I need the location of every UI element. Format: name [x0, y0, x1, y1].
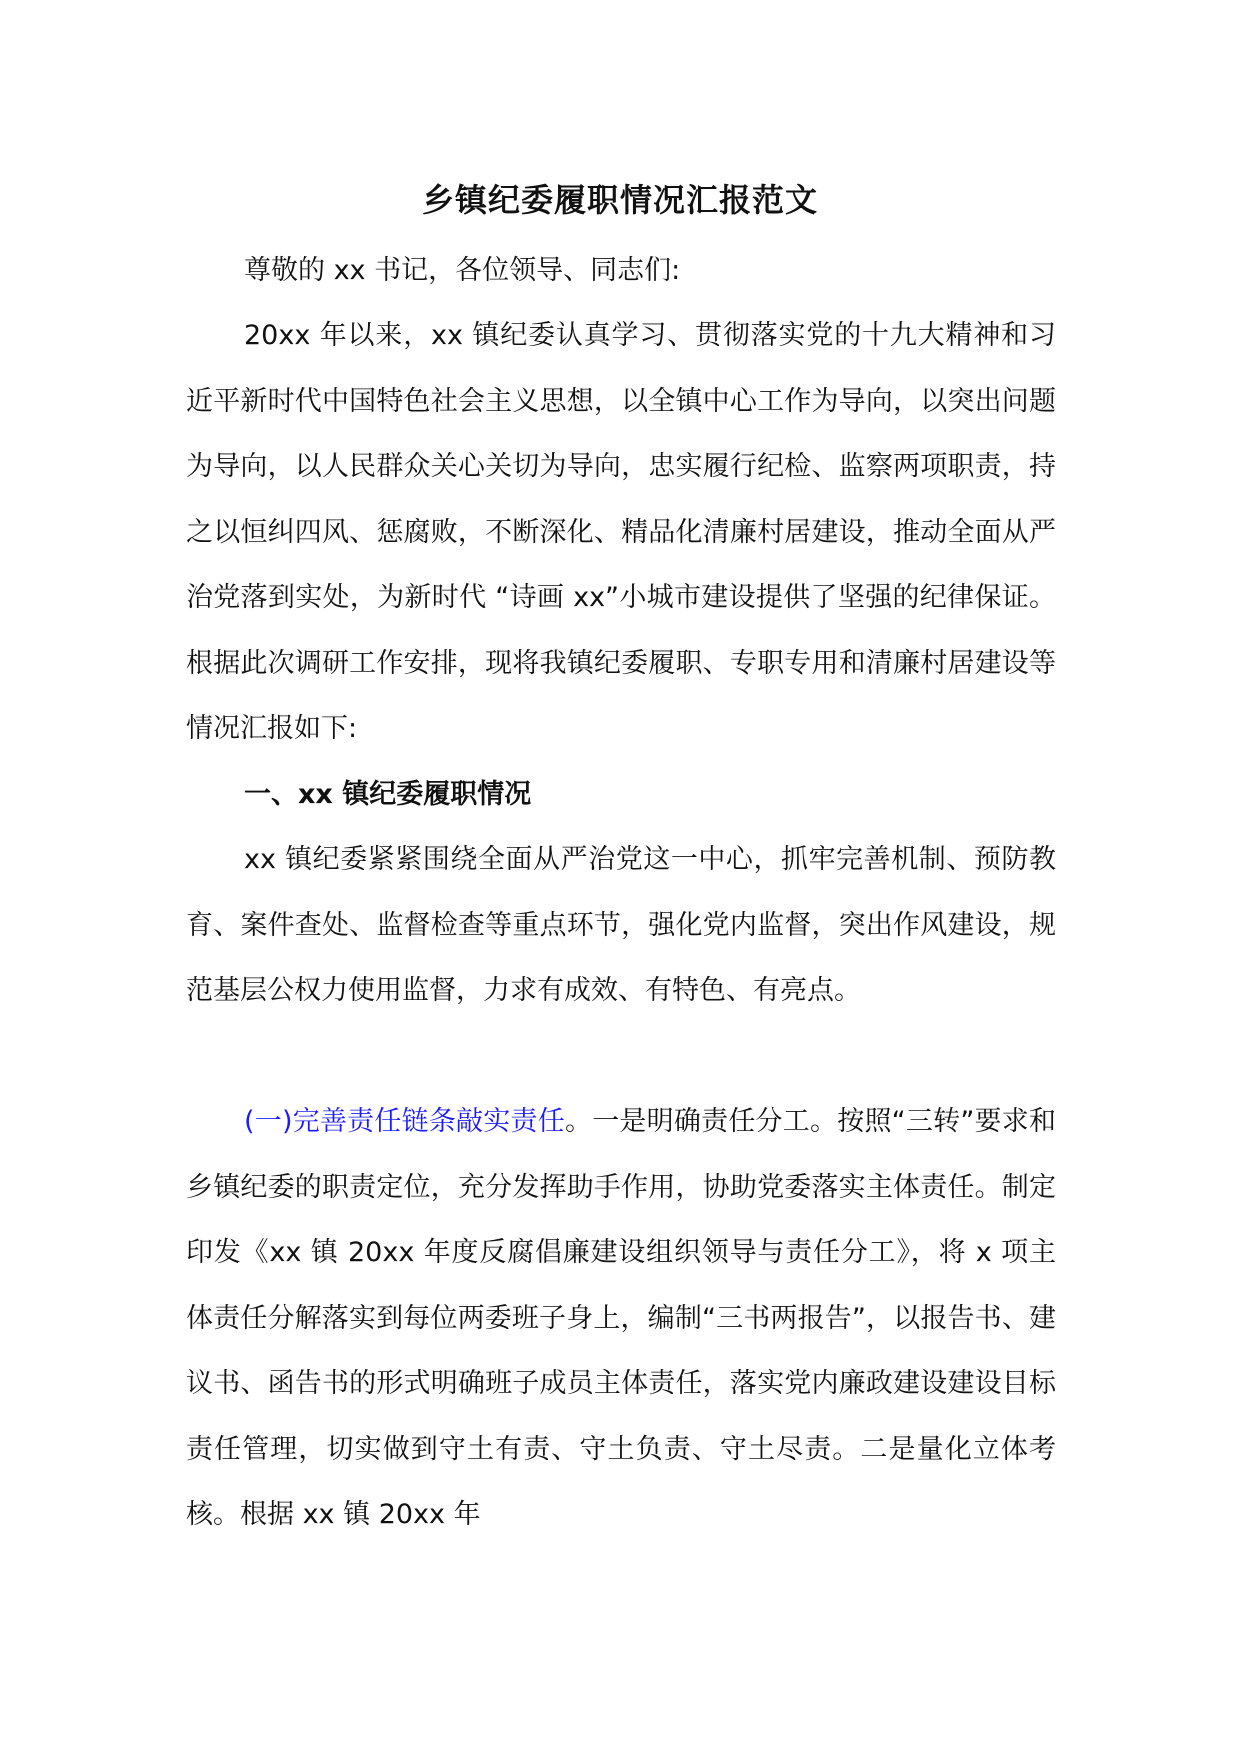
subsection-paragraph-text	[186, 1089, 1056, 1548]
section-heading: 一、xx 镇纪委履职情况	[244, 779, 532, 810]
section-paragraph-text: xx 镇纪委紧紧围绕全面从严治党这一中心，抓牢完善机制、预防教育、案件查处、监督检查等重点环节，强化党内监督，突出作风建设，规范基层公权力使用监督，力求有成效、有特色、有亮点。	[186, 844, 1056, 1006]
intro-paragraph	[186, 303, 1056, 762]
subsection-lead: (一)完善责任链条敲实责任	[244, 1106, 565, 1137]
subsection-paragraph	[186, 1089, 1056, 1548]
document-title: 乡镇纪委履职情况汇报范文	[421, 181, 818, 219]
salutation-text: 尊敬的 xx 书记，各位领导、同志们:	[244, 255, 681, 286]
section-paragraph	[186, 827, 1056, 1024]
intro-paragraph-text: 20xx 年以来，xx 镇纪委认真学习、贯彻落实党的十九大精神和习近平新时代中国特色社会主义思想，以全镇中心工作为导向，以突出问题为导向，以人民群众关心关切为导向，忠实履行纪检、监察两项职责，持之以恒纠四风、惩腐败，不断深化、精品化清廉村居建设，推动全面从严治党落到实处，为新时代 “诗画 xx”小城市建设提供了坚强的纪律保证。根据此次调研工作安排，现将我镇纪委履职、专职专用和清廉村居建设等情况汇报如下:	[186, 320, 1056, 744]
salutation	[186, 238, 1056, 304]
subsection-text: 。一是明确责任分工。按照“三转”要求和乡镇纪委的职责定位，充分发挥助手作用，协助党委落实主体责任。制定印发《xx 镇 20xx 年度反腐倡廉建设组织领导与责任分工》，将 x 项主体责任分解落实到每位两委班子身上，编制“三书两报告”，以报告书、建议书、函告书的形式明确班子成员主体责任，落实党内廉政建设建设目标责任管理，切实做到守土有责、守土负责、守土尽责。二是量化立体考核。根据 xx 镇 20xx 年	[186, 1106, 1056, 1530]
